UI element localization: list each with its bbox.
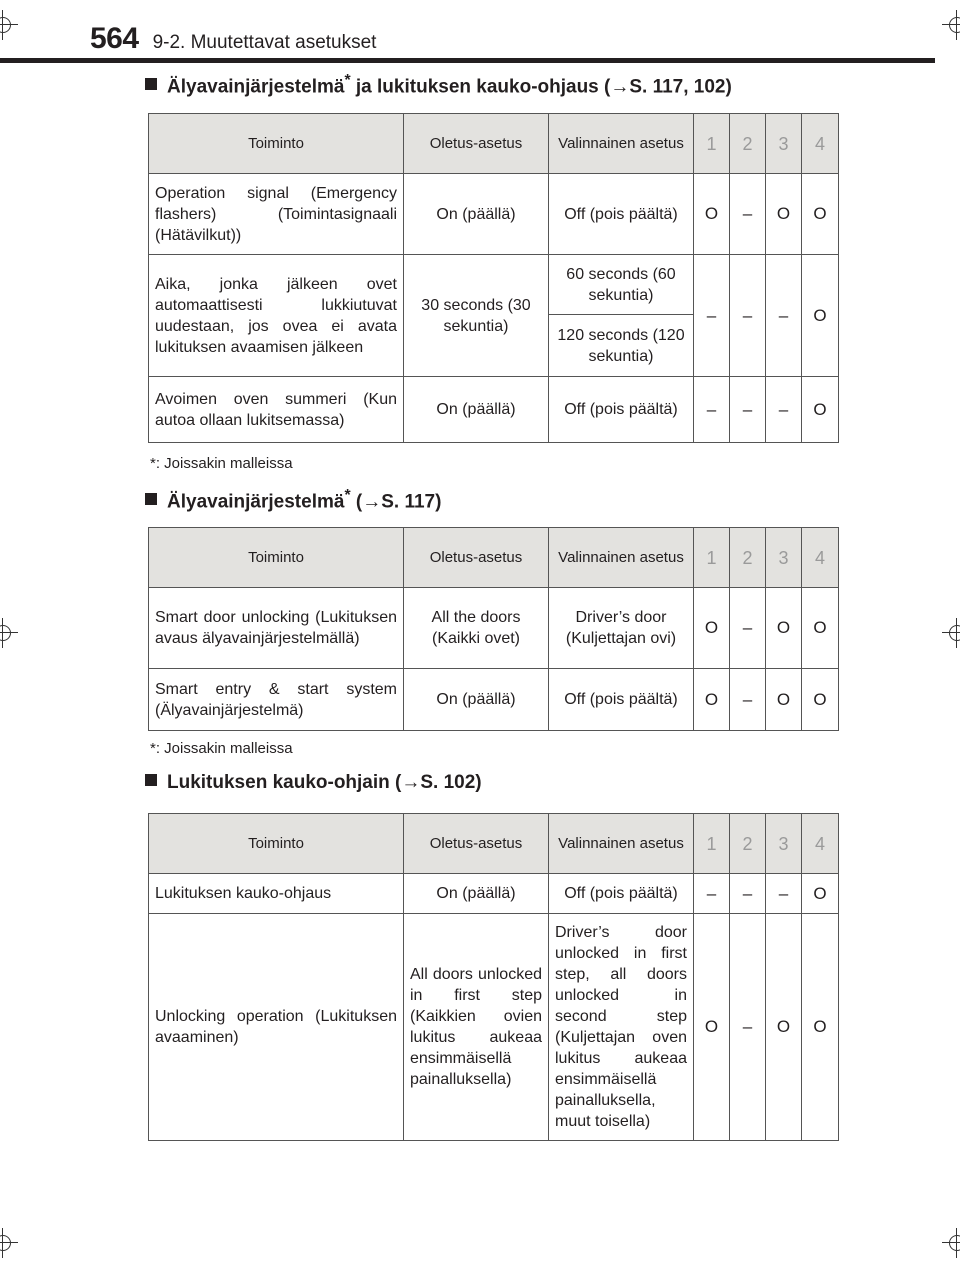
table-row: Smart entry & start system (Älyavainjärjestelmä) On (päällä) Off (pois päältä) O – O O <box>149 669 839 731</box>
col-header-default: Oletus-asetus <box>404 528 549 588</box>
col-header-default: Oletus-asetus <box>404 114 549 174</box>
chapter-title: 9-2. Muutettavat asetukset <box>152 32 377 53</box>
col-header-function: Toiminto <box>149 528 404 588</box>
col-header-function: Toiminto <box>149 114 404 174</box>
bullet-square-icon <box>145 78 157 90</box>
table-header-row <box>149 814 839 874</box>
crop-mark-mid-left <box>0 618 18 648</box>
footnote-2: *: Joissakin malleissa <box>150 740 293 757</box>
col-header-optional: Valinnainen asetus <box>549 814 694 874</box>
col-header-1: 1 <box>694 114 730 174</box>
settings-table-1 <box>148 113 839 443</box>
table-row: 120 seconds (120 sekuntia) <box>149 315 839 377</box>
section-title-1: Älyavainjärjestelmä* ja lukituksen kauko-ohjaus (→S. 117, 102) <box>145 72 732 98</box>
page-number: 564 <box>90 22 139 55</box>
settings-table-2 <box>148 527 839 731</box>
col-header-4: 4 <box>802 814 839 874</box>
col-header-function: Toiminto <box>149 814 404 874</box>
crop-mark-bottom-right <box>942 1228 960 1258</box>
col-header-1: 1 <box>694 528 730 588</box>
header-rule <box>0 58 935 63</box>
crop-mark-mid-right <box>942 618 960 648</box>
col-header-optional: Valinnainen asetus <box>549 114 694 174</box>
table-row: Avoimen oven summeri (Kun autoa ollaan lukitsemassa) On (päällä) Off (pois päältä) – – – O <box>149 377 839 443</box>
crop-mark-top-right <box>942 10 960 40</box>
footnote-1: *: Joissakin malleissa <box>150 455 293 472</box>
crop-mark-top-left <box>0 10 18 40</box>
bullet-square-icon <box>145 493 157 505</box>
col-header-optional: Valinnainen asetus <box>549 528 694 588</box>
bullet-square-icon <box>145 774 157 786</box>
col-header-4: 4 <box>802 528 839 588</box>
col-header-2: 2 <box>730 814 766 874</box>
page-header <box>90 22 376 56</box>
table-row: Smart door unlocking (Lukituksen avaus älyavainjärjestelmällä) All the doors (Kaikki ovet) Driver’s door (Kuljettajan ovi) O – O O <box>149 588 839 669</box>
table-row: Unlocking operation (Lukituksen avaaminen) All doors unlocked in first step (Kaikkien ovien lukitus aukeaa ensimmäisellä painalluksella) Driver’s door unlocked in first step, all doors unlocked in second step (Kuljettajan oven lukitus aukeaa ensimmäisellä painalluksella, muut toisella) O – O O <box>149 914 839 1141</box>
settings-table-3 <box>148 813 839 1141</box>
col-header-3: 3 <box>766 528 802 588</box>
col-header-3: 3 <box>766 114 802 174</box>
col-header-default: Oletus-asetus <box>404 814 549 874</box>
col-header-4: 4 <box>802 114 839 174</box>
table-row: Operation signal (Emergency flashers) (Toimintasignaali (Hätävilkut)) On (päällä) Off (pois päältä) O – O O <box>149 174 839 255</box>
table-header-row <box>149 528 839 588</box>
col-header-2: 2 <box>730 114 766 174</box>
table-header-row <box>149 114 839 174</box>
section-title-3: Lukituksen kauko-ohjain (→S. 102) <box>145 772 482 794</box>
col-header-2: 2 <box>730 528 766 588</box>
section-title-2: Älyavainjärjestelmä* (→S. 117) <box>145 487 441 513</box>
col-header-1: 1 <box>694 814 730 874</box>
table-row: Lukituksen kauko-ohjaus On (päällä) Off (pois päältä) – – – O <box>149 874 839 914</box>
crop-mark-bottom-left <box>0 1228 18 1258</box>
col-header-3: 3 <box>766 814 802 874</box>
table-row: Aika, jonka jälkeen ovet automaattisesti lukkiutuvat uudestaan, jos ovea ei avata lukituksen avaamisen jälkeen 30 seconds (30 sekuntia) 60 seconds (60 sekuntia) – – – O <box>149 255 839 315</box>
